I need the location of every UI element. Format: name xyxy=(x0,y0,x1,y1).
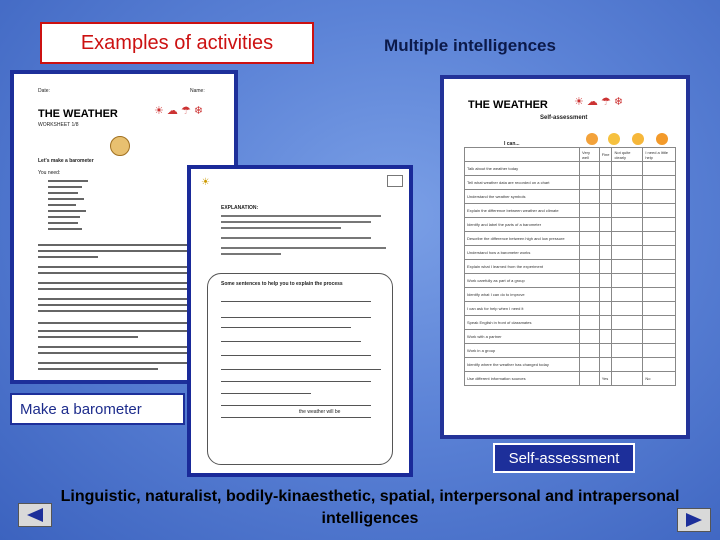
smiley-icon xyxy=(632,133,644,145)
smiley-icon xyxy=(608,133,620,145)
self-assessment-sheet xyxy=(440,75,690,439)
sentences-lines xyxy=(191,169,411,475)
yes-label: Yes xyxy=(599,372,612,386)
weather-line-text: the weather will be xyxy=(299,409,341,415)
row-label: Work in a group xyxy=(465,344,580,358)
self-assessment-label xyxy=(493,443,635,473)
self-assessment-title: THE WEATHER xyxy=(468,99,548,111)
row-label: Work with a partner xyxy=(465,330,580,344)
task-title: Let's make a barometer xyxy=(38,158,94,164)
barometer-label-text: Make a barometer xyxy=(20,400,142,418)
column-header: Fine xyxy=(599,148,612,162)
table-row xyxy=(465,260,676,274)
row-label: Tell what weather data are recorded on a chart xyxy=(465,176,580,190)
column-header: Not quite clearly xyxy=(612,148,643,162)
table-row xyxy=(465,344,676,358)
date-label: Date: xyxy=(38,88,50,94)
table-row xyxy=(465,176,676,190)
row-label: Explain the difference between weather and climate xyxy=(465,204,580,218)
smiley-icon xyxy=(656,133,668,145)
row-label: Describe the difference between high and low pressure xyxy=(465,232,580,246)
triangle-right-icon xyxy=(678,509,710,531)
sun-icon: ☀ xyxy=(201,177,210,188)
table-row xyxy=(465,274,676,288)
table-row xyxy=(465,204,676,218)
explanation-label: EXPLANATION: xyxy=(221,205,259,211)
table-row xyxy=(465,218,676,232)
activities-title-box xyxy=(40,22,314,64)
intelligences-caption: Linguistic, naturalist, bodily-kinaesthetic, spatial, interpersonal and intrapersonal intelligences xyxy=(60,488,680,527)
barometer-label xyxy=(10,393,185,425)
next-slide-button[interactable] xyxy=(677,508,711,532)
previous-slide-button[interactable] xyxy=(18,503,52,527)
row-label: Understand how a barometer works xyxy=(465,246,580,260)
column-header: I need a little help xyxy=(643,148,676,162)
row-label: Explain what I learned from the experiment xyxy=(465,260,580,274)
table-row xyxy=(465,358,676,372)
need-label: You need: xyxy=(38,170,61,176)
intelligences-title: Multiple intelligences xyxy=(384,36,556,55)
self-assessment-table xyxy=(464,147,676,386)
worksheet-subtitle: WORKSHEET 1/8 xyxy=(38,122,79,128)
explanation-worksheet xyxy=(187,165,413,477)
no-label: No xyxy=(643,372,676,386)
table-row xyxy=(465,330,676,344)
row-label: Identify what I can do to improve xyxy=(465,288,580,302)
table-row xyxy=(465,232,676,246)
row-label: Identify and label the parts of a barometer xyxy=(465,218,580,232)
table-row xyxy=(465,162,676,176)
row-label: Understand the weather symbols xyxy=(465,190,580,204)
row-label: I can ask for help when I need it xyxy=(465,302,580,316)
table-row xyxy=(465,288,676,302)
table-row xyxy=(465,246,676,260)
sentences-heading: Some sentences to help you to explain the process xyxy=(221,281,343,287)
smiley-icon xyxy=(586,133,598,145)
column-header: Very well xyxy=(580,148,600,162)
table-row xyxy=(465,190,676,204)
name-label: Name: xyxy=(190,88,205,94)
self-assessment-subtitle: Self-assessment xyxy=(540,115,588,121)
row-label: Work carefully as part of a group xyxy=(465,274,580,288)
row-label: Talk about the weather today xyxy=(465,162,580,176)
table-header-row xyxy=(465,148,676,162)
worksheet-title: THE WEATHER xyxy=(38,108,118,120)
weather-symbols-icon: ☀ ☁ ☂ ❄ xyxy=(154,105,204,117)
row-label: Use different information sources xyxy=(465,372,580,386)
activities-title: Examples of activities xyxy=(80,31,274,54)
triangle-left-icon xyxy=(19,504,51,526)
table-row xyxy=(465,372,676,386)
row-label: Speak English in front of classmates xyxy=(465,316,580,330)
table-row xyxy=(465,316,676,330)
self-assessment-label-text: Self-assessment xyxy=(508,449,620,467)
weather-symbols-icon: ☀ ☁ ☂ ❄ xyxy=(574,96,624,108)
focus-label: I can... xyxy=(504,141,520,147)
row-label: Identify where the weather has changed today xyxy=(465,358,580,372)
table-row xyxy=(465,302,676,316)
